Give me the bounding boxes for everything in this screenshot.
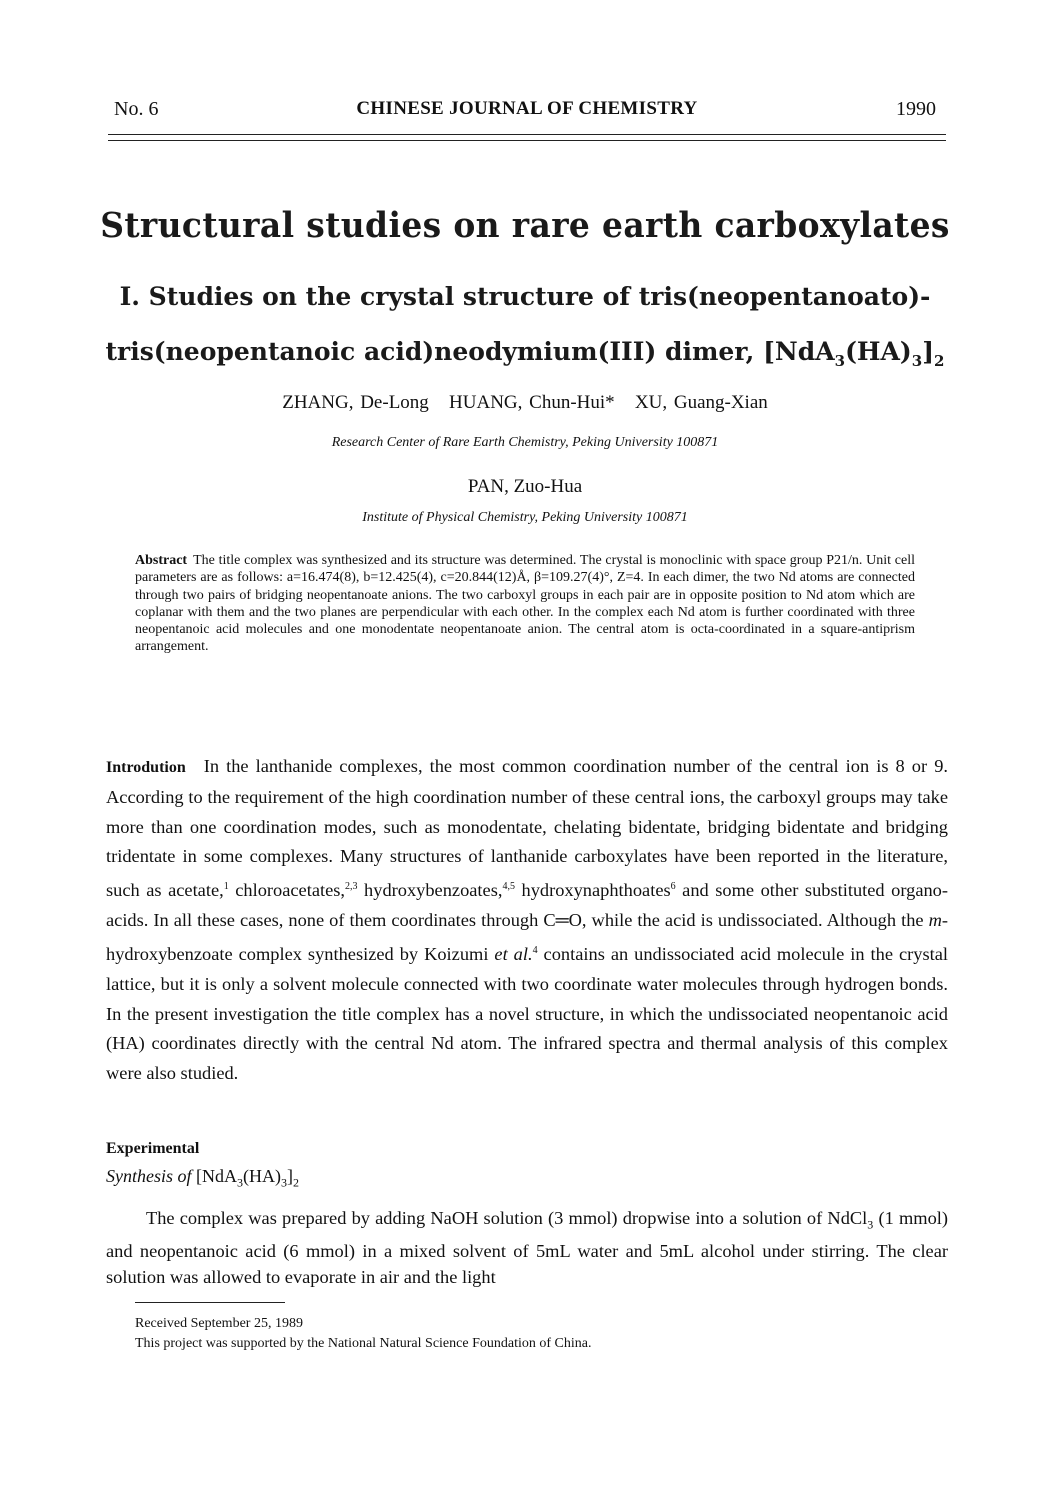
header-double-rule xyxy=(108,134,946,141)
experimental-heading: Experimental xyxy=(106,1140,200,1157)
author-2: PAN, Zuo-Hua xyxy=(467,476,583,497)
paper-subtitle-line1: I. Studies on the crystal structure of tris(neopentanoato)- xyxy=(119,282,931,311)
affiliation-1: Research Center of Rare Earth Chemistry, Peking University 100871 xyxy=(331,435,719,450)
publication-year: 1990 xyxy=(896,98,936,120)
introduction-label: Introdution xyxy=(106,759,186,776)
synthesis-subheading: Synthesis of $[NdA_3(HA)_3]_2$ xyxy=(106,1166,299,1190)
received-date-footnote: Received September 25, 1989 xyxy=(135,1316,303,1331)
synthesis-paragraph: The complex was prepared by adding NaOH solution (3 mmol) dropwise into a solution of NdCl$_3$ (1 mmol) and neopentanoic acid (6 mmol) in a mixed solvent of 5mL water and 5mL alcohol under stirring. The clear solution was allowed to evaporate in air and the light xyxy=(106,1208,949,1287)
reference-mark: 6 xyxy=(670,881,676,893)
reference-mark: 2,3 xyxy=(345,881,358,893)
funding-footnote: This project was supported by the National Natural Science Foundation of China. xyxy=(135,1336,592,1351)
abstract-label: Abstract xyxy=(135,553,188,568)
paper-subtitle-line2 xyxy=(0,337,1050,370)
synthesis-formula: $[NdA_3(HA)_3]_2$ xyxy=(196,1166,299,1190)
reference-mark: 1 xyxy=(223,881,229,893)
abstract-text: The title complex was synthesized and its structure was determined. The crystal is monoclinic with space group P21/n. Unit cell parameters are as follows: a=16.474(8), b=12.425(4), c=20.844(12)Å, β=109.27(4)°, Z=4. In each dimer, the two Nd atoms are connected through two pairs of bridging neopentanoate anions. The two carboxyl groups in each pair are in opposite position to Nd atom which are coplanar with them and the two planes are perpendicular with each other. In the complex each Nd atom is further coordinated with three neopentanoic acid molecules and one monodentate neopentanoate anion. The central atom is octa-coordinated in a square-antiprism arrangement. xyxy=(135,553,915,655)
abstract xyxy=(135,552,915,656)
paper-title: Structural studies on rare earth carboxylates xyxy=(100,205,950,246)
running-head xyxy=(108,98,946,128)
compound-formula: $[NdA_3(HA)_3]_2$ xyxy=(763,337,945,370)
footnote-rule xyxy=(135,1302,285,1303)
introduction-paragraph: Introdution In the lanthanide complexes, the most common coordination number of the central ion is 8 or 9. According to the requirement of the high coordination number of these central ions, the carboxyl groups may take more than one coordination modes, such as monodentate, chelating bidentate, bridging bidentate and bridging tridentate in some complexes. Many structures of lanthanide carboxylates have been reported in the literature, such as acetate,$^1$ chloroacetates,$^{2,3}$ hydroxybenzoates,$^{4,5}$ hydroxynaphthoates$^6$ and some other substituted organo-acids. In all these cases, none of them coordinates through C═O, while the acid is undissociated. Although the m-hydroxybenzoate complex synthesized by Koizumi et al.$^4$ contains an undissociated acid molecule in the crystal lattice, but it is only a solvent molecule connected with two coordinate water molecules through hydrogen bonds. In the present investigation the title complex has a novel structure, in which the undissociated neopentanoic acid (HA) coordinates directly with the central Nd atom. The infrared spectra and thermal analysis of this complex were also studied. xyxy=(106,756,949,1084)
issue-number: No. 6 xyxy=(114,98,159,120)
footnotes xyxy=(135,1314,591,1354)
journal-name: CHINESE JOURNAL OF CHEMISTRY xyxy=(356,98,698,119)
author-list: ZHANG, De-Long HUANG, Chun-Hui* XU, Guang-Xian xyxy=(282,392,768,413)
reference-mark: 4,5 xyxy=(502,881,515,893)
affiliation-2: Institute of Physical Chemistry, Peking University 100871 xyxy=(362,510,688,525)
reference-mark: 4 xyxy=(532,944,538,956)
subtitle-line2-text: tris(neopentanoic acid)neodymium(III) dimer, xyxy=(105,337,764,366)
